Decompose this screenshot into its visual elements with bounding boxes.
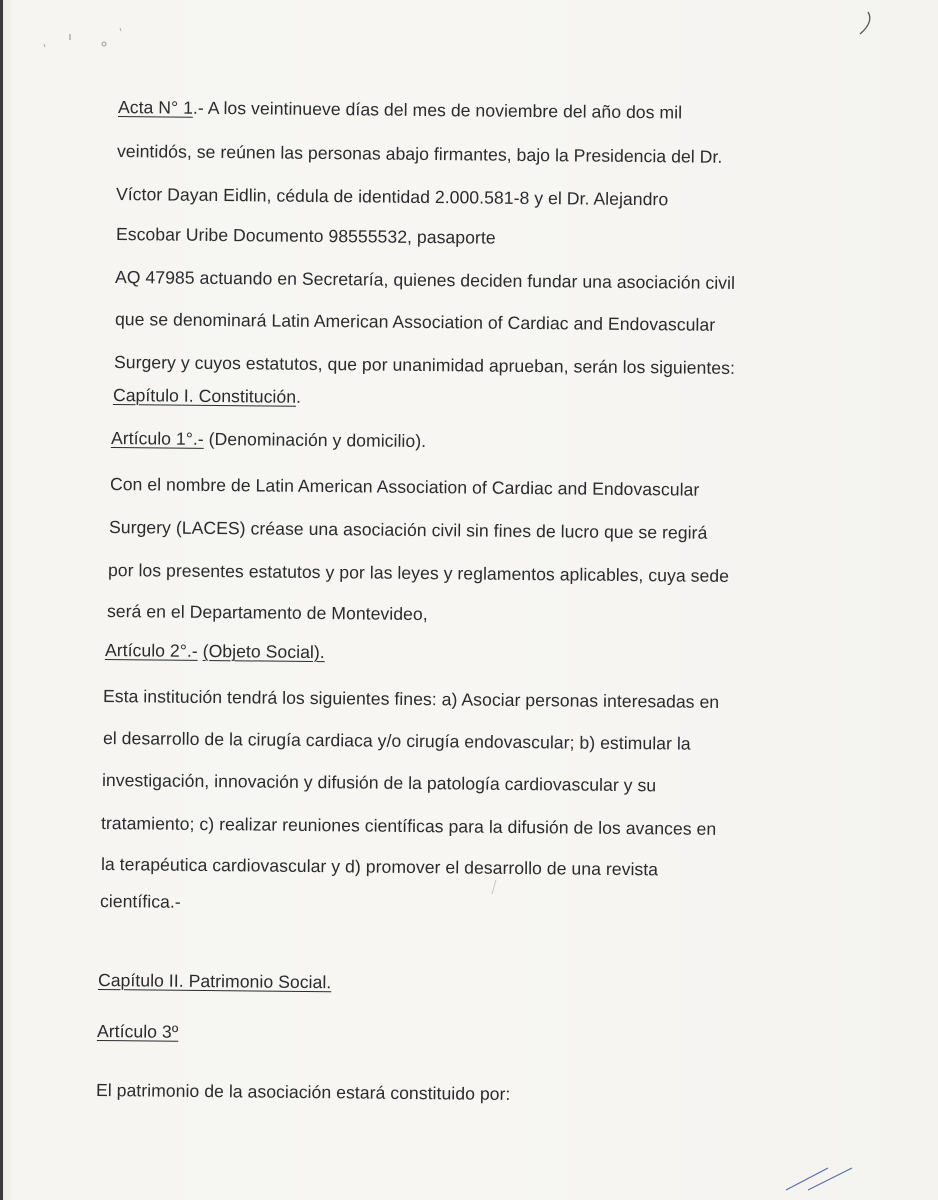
- article-3-label: Artículo 3º: [96, 1021, 179, 1042]
- acta-line-1: [118, 97, 682, 123]
- acta-line-7: Surgery y cuyos estatutos, que por unanimidad aprueban, serán los siguientes:: [113, 352, 736, 378]
- article-3-heading: [97, 1021, 178, 1043]
- chapter-1-title: Capítulo I. Constitución: [112, 385, 297, 407]
- acta-label: Acta N° 1: [117, 97, 194, 118]
- article-2-heading: [105, 640, 325, 663]
- article-1-heading: [111, 428, 426, 452]
- chapter-1-suffix: .: [296, 386, 302, 407]
- article-2-label: Artículo 2°.-: [104, 640, 198, 661]
- article-1-line-4: será en el Departamento de Montevideo,: [106, 601, 428, 625]
- article-2-line-6: científica.-: [99, 891, 181, 912]
- chapter-1-heading: [113, 385, 301, 408]
- acta-line-5: AQ 47985 actuando en Secretaría, quienes deciden fundar una asociación civil: [114, 267, 736, 293]
- acta-line-2: veintidós, se reúnen las personas abajo firmantes, bajo la Presidencia del Dr.: [116, 141, 723, 167]
- acta-line-3: Víctor Dayan Eidlin, cédula de identidad 2.000.581-8 y el Dr. Alejandro: [115, 184, 669, 210]
- article-2-line-3: investigación, innovación y difusión de la patología cardiovascular y su: [101, 770, 657, 796]
- acta-line-4: Escobar Uribe Documento 98555532, pasaporte: [115, 224, 496, 248]
- acta-line-6: que se denominará Latin American Association of Cardiac and Endovascular: [114, 309, 716, 335]
- article-1-line-3: por los presentes estatutos y por las leyes y reglamentos aplicables, cuya sede: [107, 560, 730, 586]
- article-1-line-1: Con el nombre de Latin American Association of Cardiac and Endovascular: [109, 474, 700, 500]
- chapter-2-heading: [98, 970, 332, 993]
- article-1-label: Artículo 1°.-: [110, 428, 204, 449]
- article-2-line-1: Esta institución tendrá los siguientes fines: a) Asociar personas interesadas en: [102, 686, 720, 712]
- article-2-line-2: el desarrollo de la cirugía cardiaca y/o cirugía endovascular; b) estimular la: [102, 728, 691, 754]
- article-1-heading-text: (Denominación y domicilio).: [203, 428, 427, 452]
- acta-text: .- A los veintinueve días del mes de noviembre del año dos mil: [192, 97, 683, 123]
- article-2-line-4: tratamiento; c) realizar reuniones científicas para la difusión de los avances en: [100, 813, 717, 839]
- article-2-line-5: la terapéutica cardiovascular y d) promover el desarrollo de una revista: [100, 854, 659, 880]
- article-2-heading-text: (Objeto Social).: [202, 640, 325, 663]
- article-3-line-1: El patrimonio de la asociación estará constituido por:: [95, 1080, 511, 1104]
- article-1-line-2: Surgery (LACES) créase una asociación civil sin fines de lucro que se regirá: [108, 517, 708, 543]
- chapter-2-title: Capítulo II. Patrimonio Social.: [97, 970, 332, 993]
